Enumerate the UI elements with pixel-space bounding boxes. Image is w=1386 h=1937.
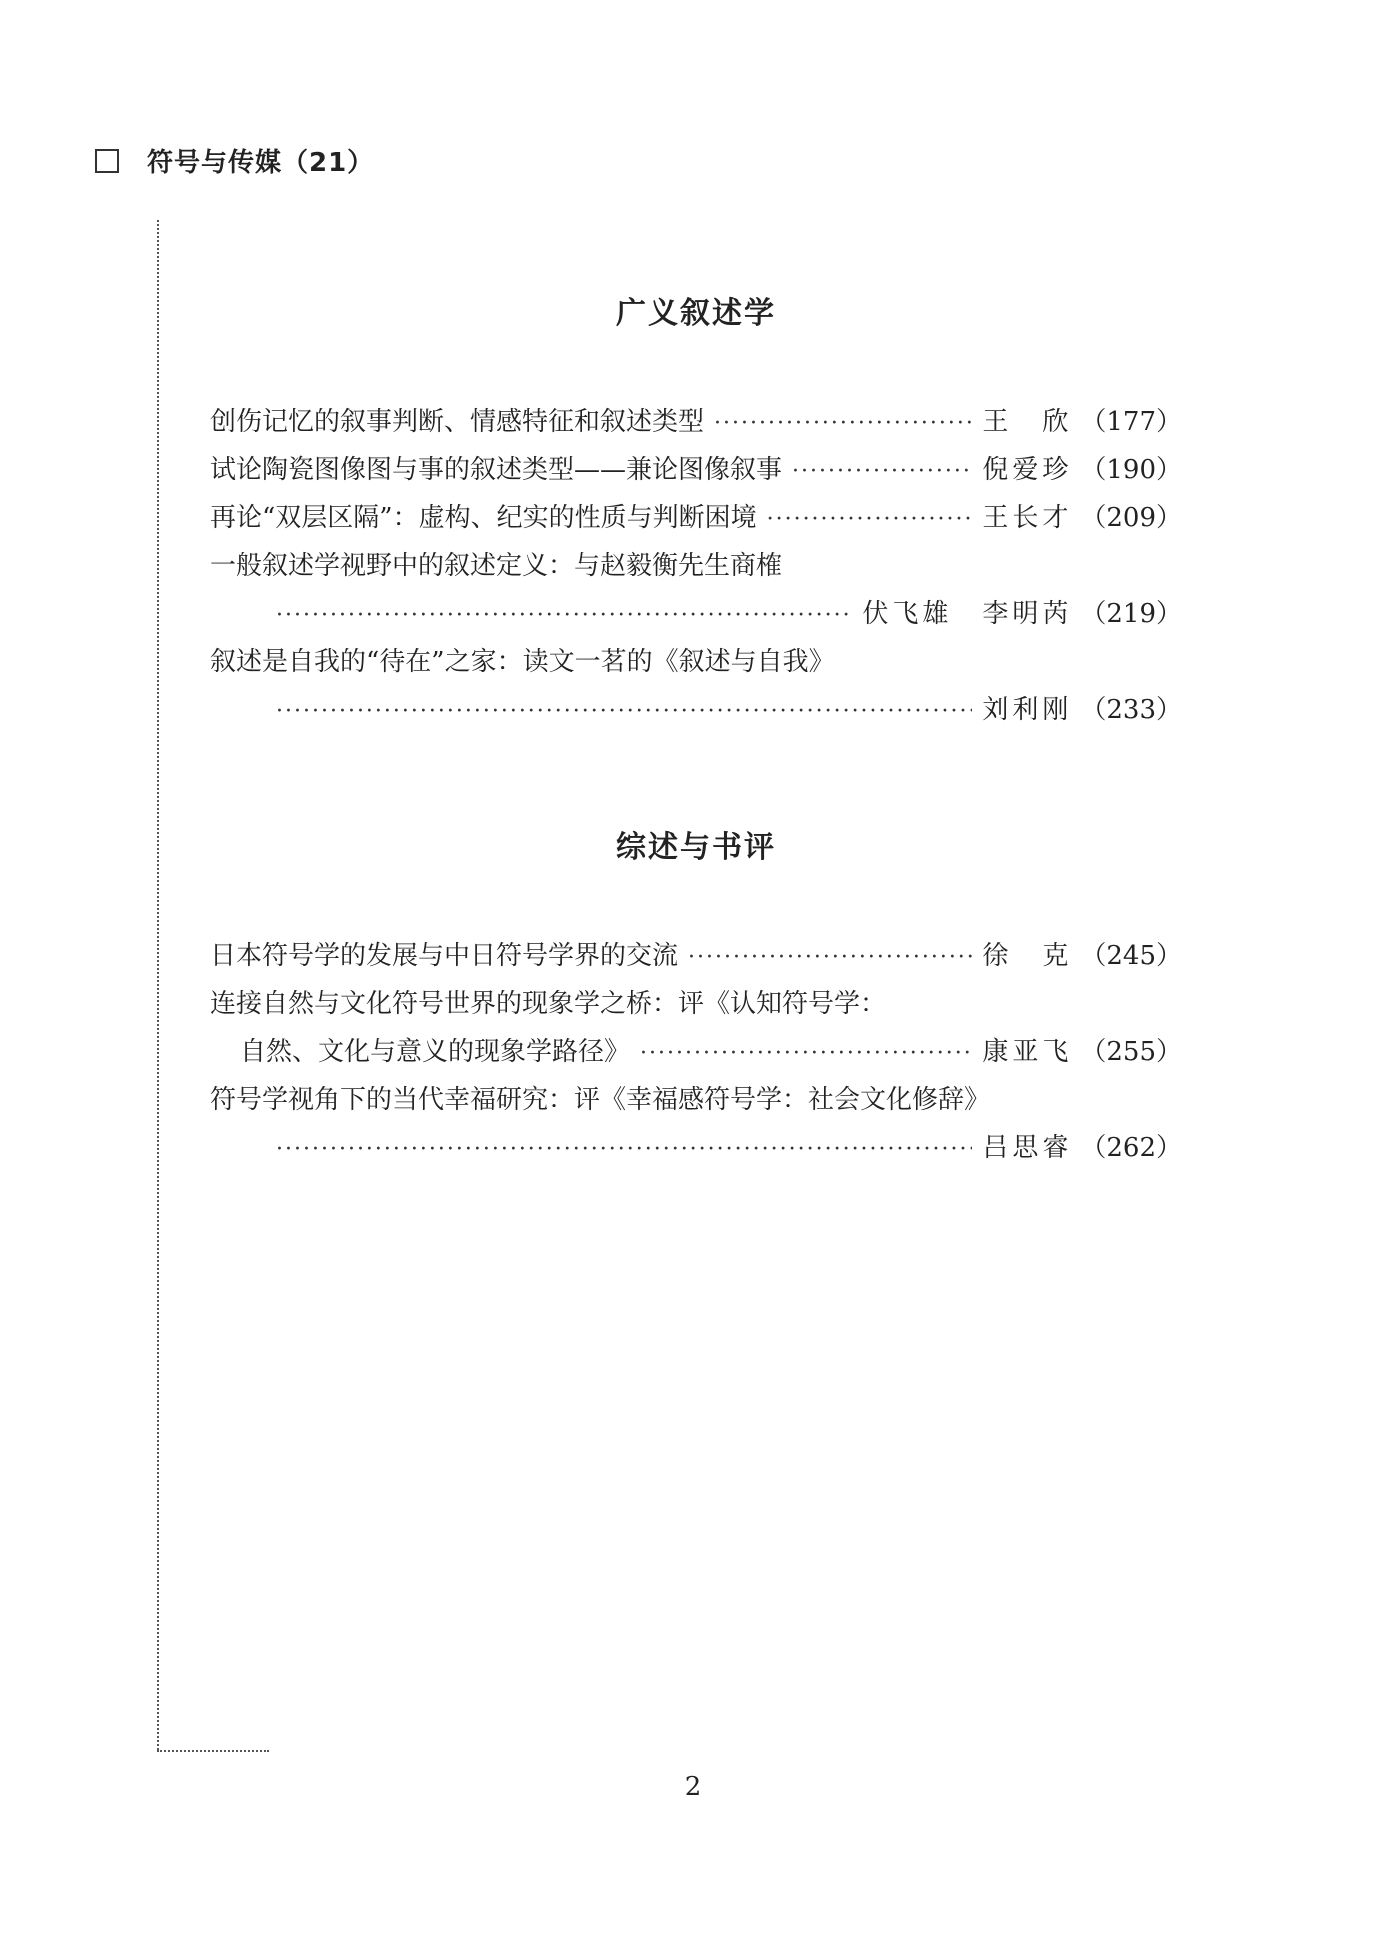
toc-entry[interactable] xyxy=(210,1076,1182,1124)
entry-author-second: 李明芮 xyxy=(982,599,1073,629)
toc-entry[interactable] xyxy=(210,980,1182,1028)
toc-entry-continuation[interactable] xyxy=(210,1124,1182,1172)
leader-dots xyxy=(276,688,972,736)
leader-dots xyxy=(767,496,973,544)
toc-entry[interactable] xyxy=(210,494,1182,542)
entry-author: 伏飞雄 xyxy=(862,599,953,629)
leader-dots xyxy=(688,934,972,982)
toc-entry[interactable] xyxy=(210,932,1182,980)
entry-title: 一般叙述学视野中的叙述定义：与赵毅衡先生商榷 xyxy=(210,551,783,581)
entry-title: 叙述是自我的“待在”之家：读文一茗的《叙述与自我》 xyxy=(210,647,835,677)
entry-page: （219） xyxy=(1080,599,1182,629)
entry-author: 王长才 xyxy=(982,503,1073,533)
entry-author: 康亚飞 xyxy=(982,1037,1073,1067)
entry-page: （255） xyxy=(1080,1037,1182,1067)
leader-dots xyxy=(792,448,972,496)
leader-dots xyxy=(276,1126,972,1174)
entry-title-continuation: 自然、文化与意义的现象学路径》 xyxy=(240,1037,631,1067)
entry-title: 符号学视角下的当代幸福研究：评《幸福感符号学：社会文化修辞》 xyxy=(210,1085,991,1115)
running-header xyxy=(95,142,374,179)
entry-title: 再论“双层区隔”：虚构、纪实的性质与判断困境 xyxy=(210,503,757,533)
entry-author: 徐 克 xyxy=(982,941,1073,971)
entry-author: 倪爱珍 xyxy=(982,455,1073,485)
page-number: 2 xyxy=(684,1772,702,1802)
entry-title: 试论陶瓷图像图与事的叙述类型——兼论图像叙事 xyxy=(210,455,783,485)
toc-entry[interactable] xyxy=(210,542,1182,590)
dotted-frame-bottom xyxy=(157,1750,269,1752)
entry-title: 创伤记忆的叙事判断、情感特征和叙述类型 xyxy=(210,407,705,437)
toc-section xyxy=(210,290,1182,734)
toc-entry[interactable] xyxy=(210,398,1182,446)
toc-entry-continuation[interactable] xyxy=(210,1028,1182,1076)
toc-entry-continuation[interactable] xyxy=(210,686,1182,734)
entry-title: 日本符号学的发展与中日符号学界的交流 xyxy=(210,941,679,971)
dotted-frame-left xyxy=(157,220,159,1750)
entry-page: （190） xyxy=(1080,455,1182,485)
toc-entry[interactable] xyxy=(210,446,1182,494)
leader-dots xyxy=(714,400,972,448)
entry-author: 王 欣 xyxy=(982,407,1073,437)
entry-page: （177） xyxy=(1080,407,1182,437)
journal-title: 符号与传媒（21） xyxy=(147,148,375,178)
entry-author: 刘利刚 xyxy=(982,695,1073,725)
square-marker-icon xyxy=(95,149,119,173)
leader-dots xyxy=(276,592,852,640)
toc-section xyxy=(210,824,1182,1172)
section-title: 综述与书评 xyxy=(616,830,776,865)
section-title: 广义叙述学 xyxy=(616,296,776,331)
entry-title: 连接自然与文化符号世界的现象学之桥：评《认知符号学： xyxy=(210,989,887,1019)
toc-entry[interactable] xyxy=(210,638,1182,686)
entry-page: （245） xyxy=(1080,941,1182,971)
leader-dots xyxy=(640,1030,972,1078)
entry-page: （233） xyxy=(1080,695,1182,725)
entry-page: （209） xyxy=(1080,503,1182,533)
toc-content xyxy=(210,290,1182,1262)
entry-page: （262） xyxy=(1080,1133,1182,1163)
toc-entry-continuation[interactable] xyxy=(210,590,1182,638)
entry-author: 吕思睿 xyxy=(982,1133,1073,1163)
